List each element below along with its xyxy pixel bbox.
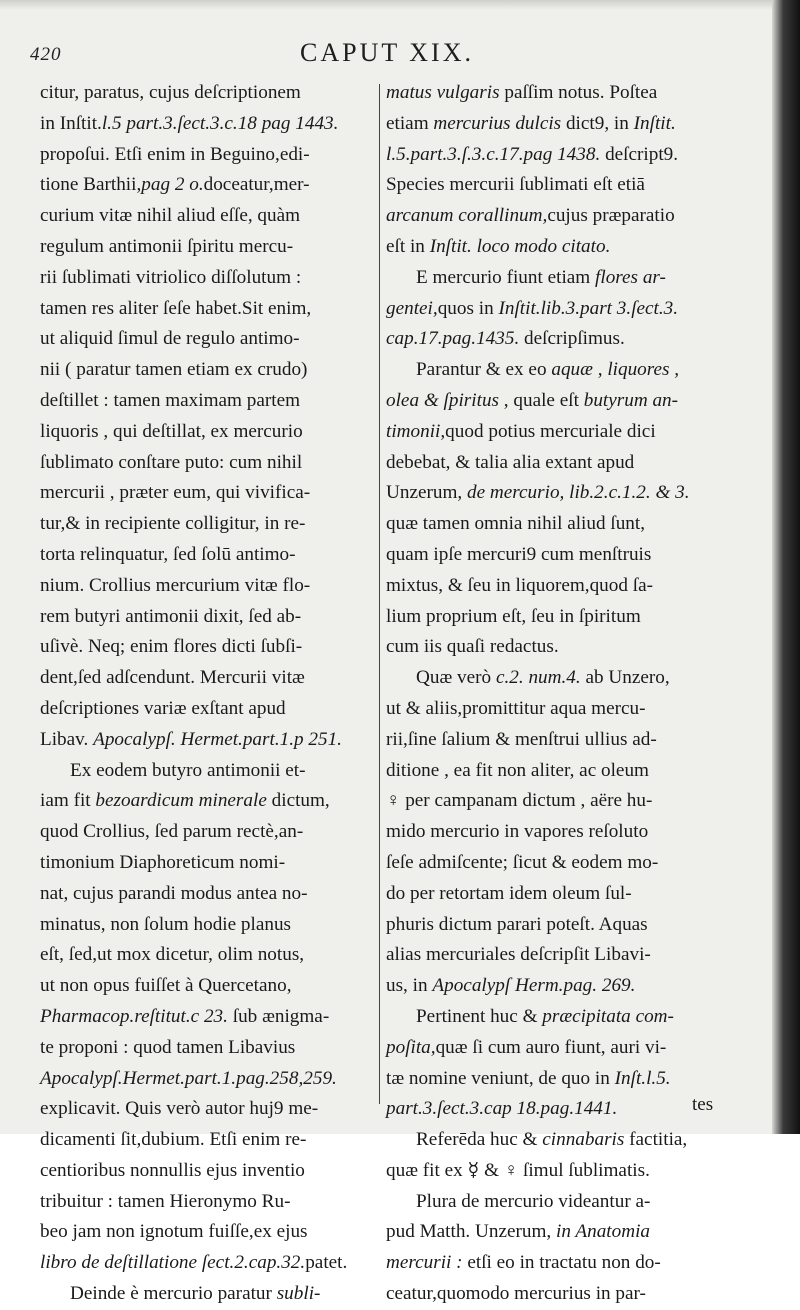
text-line [40,263,375,294]
text-line [386,263,758,294]
text-segment: in Inſtit. [40,112,102,134]
text-segment: ut aliquid ſimul de regulo antimo- [40,328,300,350]
text-line [386,940,758,971]
text-line [40,725,375,756]
italic-text: Apocalypſ. Hermet.part.1.p 251. [93,728,342,750]
text-line [386,1125,758,1156]
catchword: tes [692,1094,714,1115]
text-segment: explicavit. Quis verò autor huj9 me- [40,1098,319,1120]
text-line [386,232,758,263]
text-line [40,386,375,417]
text-line [386,509,758,540]
text-line [40,848,375,879]
text-line [40,632,375,663]
text-segment: rem butyri antimonii dixit, ſed ab- [40,605,302,627]
text-segment: us, in [386,975,433,997]
text-segment: doceatur,mer- [203,174,310,196]
text-segment: ſublimato conſtare puto: cum nihil [40,451,303,473]
text-line [40,1002,375,1033]
text-segment: liquoris , qui deſtillat, ex mercurio [40,420,303,442]
text-line [40,355,375,386]
text-line [386,355,758,386]
text-segment: quæ tamen omnia nihil aliud ſunt, [386,513,646,535]
text-line [40,1064,375,1095]
italic-text: flores ar- [595,266,666,288]
text-segment: nii ( paratur tamen etiam ex crudo) [40,359,308,381]
running-head: CAPUT XIX. [300,38,474,67]
italic-text: bezoardicum minerale [95,790,267,812]
text-line [386,170,758,201]
text-segment: quæ ſi cum auro fiunt, auri vi- [435,1036,667,1058]
text-line [386,417,758,448]
text-segment: tamen res aliter ſeſe habet.Sit enim, [40,297,312,319]
text-line [386,632,758,663]
text-line [386,848,758,879]
text-segment: deſtillet : tamen maximam partem [40,389,301,411]
text-segment: , quale eſt [499,389,584,411]
text-line [40,1156,375,1187]
text-line [40,1217,375,1248]
text-segment: rii,ſine ſalium & menſtrui ullius ad- [386,728,657,750]
text-line [386,478,758,509]
text-segment: torta relinquatur, ſed ſolū antimo- [40,543,296,565]
text-segment: cum iis quaſi redactus. [386,636,559,658]
text-segment: Parantur & ex eo [416,359,552,381]
italic-text: cap.17.pag.1435. [386,328,520,350]
italic-text: arcanum corallinum, [386,205,548,227]
text-segment: minatus, non ſolum hodie planus [40,913,292,935]
text-line [40,509,375,540]
text-line [40,879,375,910]
text-segment: mercurii , præter eum, qui vivifica- [40,482,311,504]
text-segment: lium proprium eſt, ſeu in ſpiritum [386,605,641,627]
text-line [40,1248,375,1279]
text-segment: deſcripſimus. [519,328,625,350]
text-segment: tribuitur : tamen Hieronymo Ru- [40,1190,291,1212]
text-segment: eſt, ſed,ut mox dicetur, olim notus, [40,944,305,966]
text-segment: E mercurio fiunt etiam [416,266,596,288]
text-line [386,1187,758,1218]
text-segment: nium. Crollius mercurium vitæ flo- [40,574,311,596]
text-line [40,324,375,355]
italic-text: part.3.ſect.3.cap 18.pag.1441. [386,1098,618,1120]
italic-text: aquæ , liquores , [551,359,680,381]
text-segment: Unzerum, [386,482,467,504]
italic-text: de mercurio, lib.2.c.1.2. & 3. [467,482,690,504]
italic-text: Inſt.l.5. [614,1067,671,1089]
italic-text: Inſtit. [633,112,676,134]
page-top-shadow [0,0,800,10]
text-line [386,725,758,756]
text-segment: curium vitæ nihil aliud eſſe, quàm [40,205,301,227]
italic-text: Apocalypſ.Hermet.part.1.pag.258,259. [40,1067,337,1089]
text-line [386,1217,758,1248]
text-line [386,663,758,694]
text-segment: tione Barthii, [40,174,142,196]
text-segment: iam fit [40,790,96,812]
text-segment: rii ſublimati vitriolico diſſolutum : [40,266,302,288]
text-segment: deſcriptiones variæ exſtant apud [40,697,286,719]
text-segment: cujus præparatio [547,205,675,227]
left-text-column [40,78,375,1310]
text-segment: Deinde è mercurio paratur [70,1283,277,1305]
italic-text: gentei, [386,297,438,319]
text-line [40,1125,375,1156]
text-line [386,324,758,355]
text-line [386,1279,758,1310]
text-segment: centioribus nonnullis ejus inventio [40,1159,305,1181]
column-divider [379,84,380,1104]
text-line [386,1064,758,1095]
text-line [40,478,375,509]
text-line [386,1033,758,1064]
text-line [40,756,375,787]
text-segment: quod potius mercuriale dici [445,420,656,442]
text-segment: ut & aliis,promittitur aqua mercu- [386,697,646,719]
text-line [386,602,758,633]
text-line [386,694,758,725]
text-segment: debebat, & talia alia extant apud [386,451,635,473]
italic-text: l.5 part.3.ſect.3.c.18 pag 1443. [101,112,339,134]
text-segment: deſcript9. [600,143,679,165]
text-segment: phuris dictum parari poteſt. Aquas [386,913,648,935]
text-segment: quos in [437,297,499,319]
italic-text: Inſtit.lib.3.part 3.ſect.3. [498,297,679,319]
text-segment: dict9, in [561,112,634,134]
text-segment: timonium Diaphoreticum nomi- [40,851,286,873]
italic-text: timonii, [386,420,446,442]
italic-text: subli- [276,1283,321,1305]
text-line [40,1187,375,1218]
text-line [40,571,375,602]
italic-text: butyrum an- [583,389,679,411]
text-line [40,694,375,725]
text-line [40,417,375,448]
text-line [40,663,375,694]
text-segment: ceatur,quomodo mercurius in par- [386,1283,646,1305]
text-segment: nat, cujus parandi modus antea no- [40,882,308,904]
italic-text: Pharmacop.reſtitut.c 23. [40,1005,228,1027]
text-line [40,817,375,848]
text-segment: uſivè. Neq; enim flores dicti ſubſi- [40,636,303,658]
text-line [386,294,758,325]
right-text-column [386,78,758,1310]
italic-text: mercurii : [386,1252,463,1274]
text-segment: ſub ænigma- [227,1005,330,1027]
text-line [40,602,375,633]
text-segment: beo jam non ignotum fuiſſe,ex ejus [40,1221,308,1243]
text-line [386,910,758,941]
text-segment: dent,ſed adſcendunt. Mercurii vitæ [40,667,305,689]
text-line [386,109,758,140]
text-line [40,786,375,817]
text-line [386,140,758,171]
text-segment: patet. [305,1252,348,1274]
text-line [386,1002,758,1033]
text-segment: ut non opus fuiſſet à Quercetano, [40,975,292,997]
text-line [386,386,758,417]
text-line [386,879,758,910]
page-number: 420 [30,44,62,65]
text-line [40,1033,375,1064]
text-segment: Referēda huc & [416,1129,543,1151]
text-line [386,78,758,109]
text-segment: Libav. [40,728,94,750]
text-segment: ſeſe admiſcente; ſicut & eodem mo- [386,851,659,873]
text-segment: propoſui. Etſi enim in Beguino,edi- [40,143,310,165]
text-line [40,78,375,109]
text-segment: etiam [386,112,434,134]
text-line [40,940,375,971]
text-segment: Pertinent huc & [416,1005,543,1027]
text-segment: tæ nomine veniunt, de quo in [386,1067,615,1089]
text-line [386,540,758,571]
text-segment: tur,& in recipiente colligitur, in re- [40,513,306,535]
text-segment: eſt in [386,235,430,257]
text-line [40,1094,375,1125]
text-line [386,756,758,787]
text-line [40,910,375,941]
text-segment: pud Matth. Unzerum, [386,1221,556,1243]
italic-text: l.5.part.3.ſ.3.c.17.pag 1438. [386,143,601,165]
italic-text: præcipitata com- [542,1005,674,1027]
text-segment: Ex eodem butyro antimonii et- [70,759,306,781]
text-segment: quæ fit ex ☿ & ♀ ſimul ſublimatis. [386,1159,650,1181]
text-line [40,232,375,263]
text-segment: quod Crollius, ſed parum rectè,an- [40,821,304,843]
italic-text: mercurius dulcis [433,112,562,134]
italic-text: poſita, [386,1036,436,1058]
text-line [386,571,758,602]
text-segment: quam ipſe mercuri9 cum menſtruis [386,543,652,565]
text-line [40,140,375,171]
text-line [386,817,758,848]
text-line [40,109,375,140]
text-line [40,1279,375,1310]
text-segment: Quæ verò [416,667,496,689]
text-line [386,201,758,232]
text-line [40,170,375,201]
text-segment: te proponi : quod tamen Libavius [40,1036,296,1058]
text-segment: regulum antimonii ſpiritu mercu- [40,235,294,257]
text-segment: do per retortam idem oleum ſul- [386,882,632,904]
text-segment: mido mercurio in vapores reſoluto [386,821,649,843]
text-line [40,971,375,1002]
text-line [386,1248,758,1279]
italic-text: c.2. num.4. [495,667,581,689]
text-segment: dictum, [266,790,330,812]
text-line [40,201,375,232]
text-segment: paſſim notus. Poſtea [499,82,658,103]
italic-text: matus vulgaris [386,82,500,103]
text-line [40,294,375,325]
italic-text: pag 2 o. [141,174,204,196]
text-segment: etſi eo in tractatu non do- [462,1252,661,1274]
text-segment: ♀ per campanam dictum , aëre hu- [386,790,653,812]
text-segment: factitia, [624,1129,688,1151]
text-line [386,786,758,817]
text-line [386,971,758,1002]
text-segment: ditione , ea fit non aliter, ac oleum [386,759,649,781]
italic-text: cinnabaris [542,1129,625,1151]
italic-text: Apocalypſ Herm.pag. 269. [432,975,636,997]
text-segment: ab Unzero, [580,667,670,689]
text-segment: mixtus, & ſeu in liquorem,quod ſa- [386,574,653,596]
text-line [40,540,375,571]
text-line [386,1156,758,1187]
text-segment: Species mercurii ſublimati eſt etiā [386,174,645,196]
italic-text: in Anatomia [556,1221,650,1243]
italic-text: Inſtit. loco modo citato. [429,235,611,257]
text-segment: Plura de mercurio videantur a- [416,1190,651,1212]
text-line [40,448,375,479]
italic-text: olea & ſpiritus [386,389,499,411]
text-segment: dicamenti ſit,dubium. Etſi enim re- [40,1129,307,1151]
text-segment: citur, paratus, cujus deſcriptionem [40,82,301,103]
italic-text: libro de deſtillatione ſect.2.cap.32. [40,1252,306,1274]
text-line [386,448,758,479]
page-gutter-shadow [772,0,800,1134]
text-segment: alias mercuriales deſcripſit Libavi- [386,944,651,966]
